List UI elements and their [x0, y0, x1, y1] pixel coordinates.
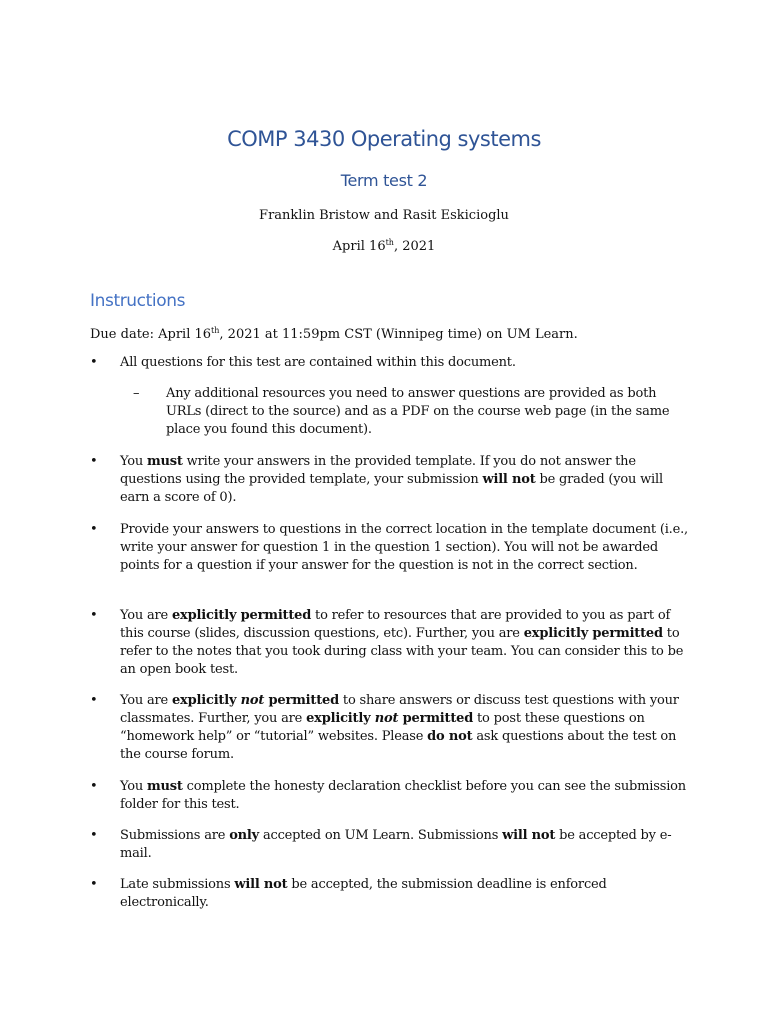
document-subtitle: Term test 2: [340, 171, 428, 190]
document-authors: Franklin Bristow and Rasit Eskicioglu: [259, 208, 509, 223]
bullet-icon: •: [90, 828, 98, 843]
bullet-icon: •: [90, 522, 98, 537]
due-date-line: [90, 326, 578, 344]
document-date: [0, 238, 768, 256]
instruction-text: Provide your answers to questions in the correct location in the template document (i.e., write your answer for question 1 in the question 1 section). You will not be awarded points for a question if your answer for the question is not in the correct section.: [120, 522, 688, 573]
date-prefix: April 16: [332, 239, 386, 254]
instruction-text: You must write your answers in the provided template. If you do not answer the questions using the provided template, your submission will not be graded (you will earn a score of 0).: [120, 454, 663, 505]
instruction-text: You must complete the honesty declaration checklist before you can see the submission folder for this test.: [120, 779, 686, 812]
date-suffix-ordinal: th: [385, 238, 394, 247]
due-date-prefix: Due date: April 16: [90, 327, 212, 342]
instruction-text: All questions for this test are contained within this document.: [120, 355, 516, 370]
due-date-ordinal: th: [211, 326, 220, 335]
instruction-text: You are explicitly not permitted to share answers or discuss test questions with your classmates. Further, you are explicitly not permitted to post these questions on “homework help” or “tutorial” websites. Please do not ask questions about the test on the course forum.: [120, 693, 679, 762]
due-date-rest: , 2021 at 11:59pm CST (Winnipeg time) on UM Learn.: [219, 327, 578, 342]
bullet-icon: •: [90, 779, 98, 794]
bullet-icon: •: [90, 693, 98, 708]
instruction-text: Late submissions will not be accepted, the submission deadline is enforced electronically.: [120, 877, 607, 910]
document-title: COMP 3430 Operating systems: [227, 127, 541, 151]
date-year: , 2021: [393, 239, 436, 254]
instructions-heading: Instructions: [90, 291, 186, 311]
bullet-icon: •: [90, 608, 98, 623]
instruction-text: You are explicitly permitted to refer to resources that are provided to you as part of this course (slides, discussion questions, etc). Further, you are explicitly permitted to refer to the notes that you took during class with your team. You can consider this to be an open book test.: [120, 608, 684, 677]
dash-icon: –: [133, 386, 140, 401]
instruction-subitem-text: Any additional resources you need to answer questions are provided as both URLs (direct to the source) and as a PDF on the course web page (in the same place you found this document).: [166, 386, 670, 437]
bullet-icon: •: [90, 877, 98, 892]
bullet-icon: •: [90, 454, 98, 469]
instruction-text: Submissions are only accepted on UM Learn. Submissions will not be accepted by e-mail.: [120, 828, 672, 861]
bullet-icon: •: [90, 355, 98, 370]
